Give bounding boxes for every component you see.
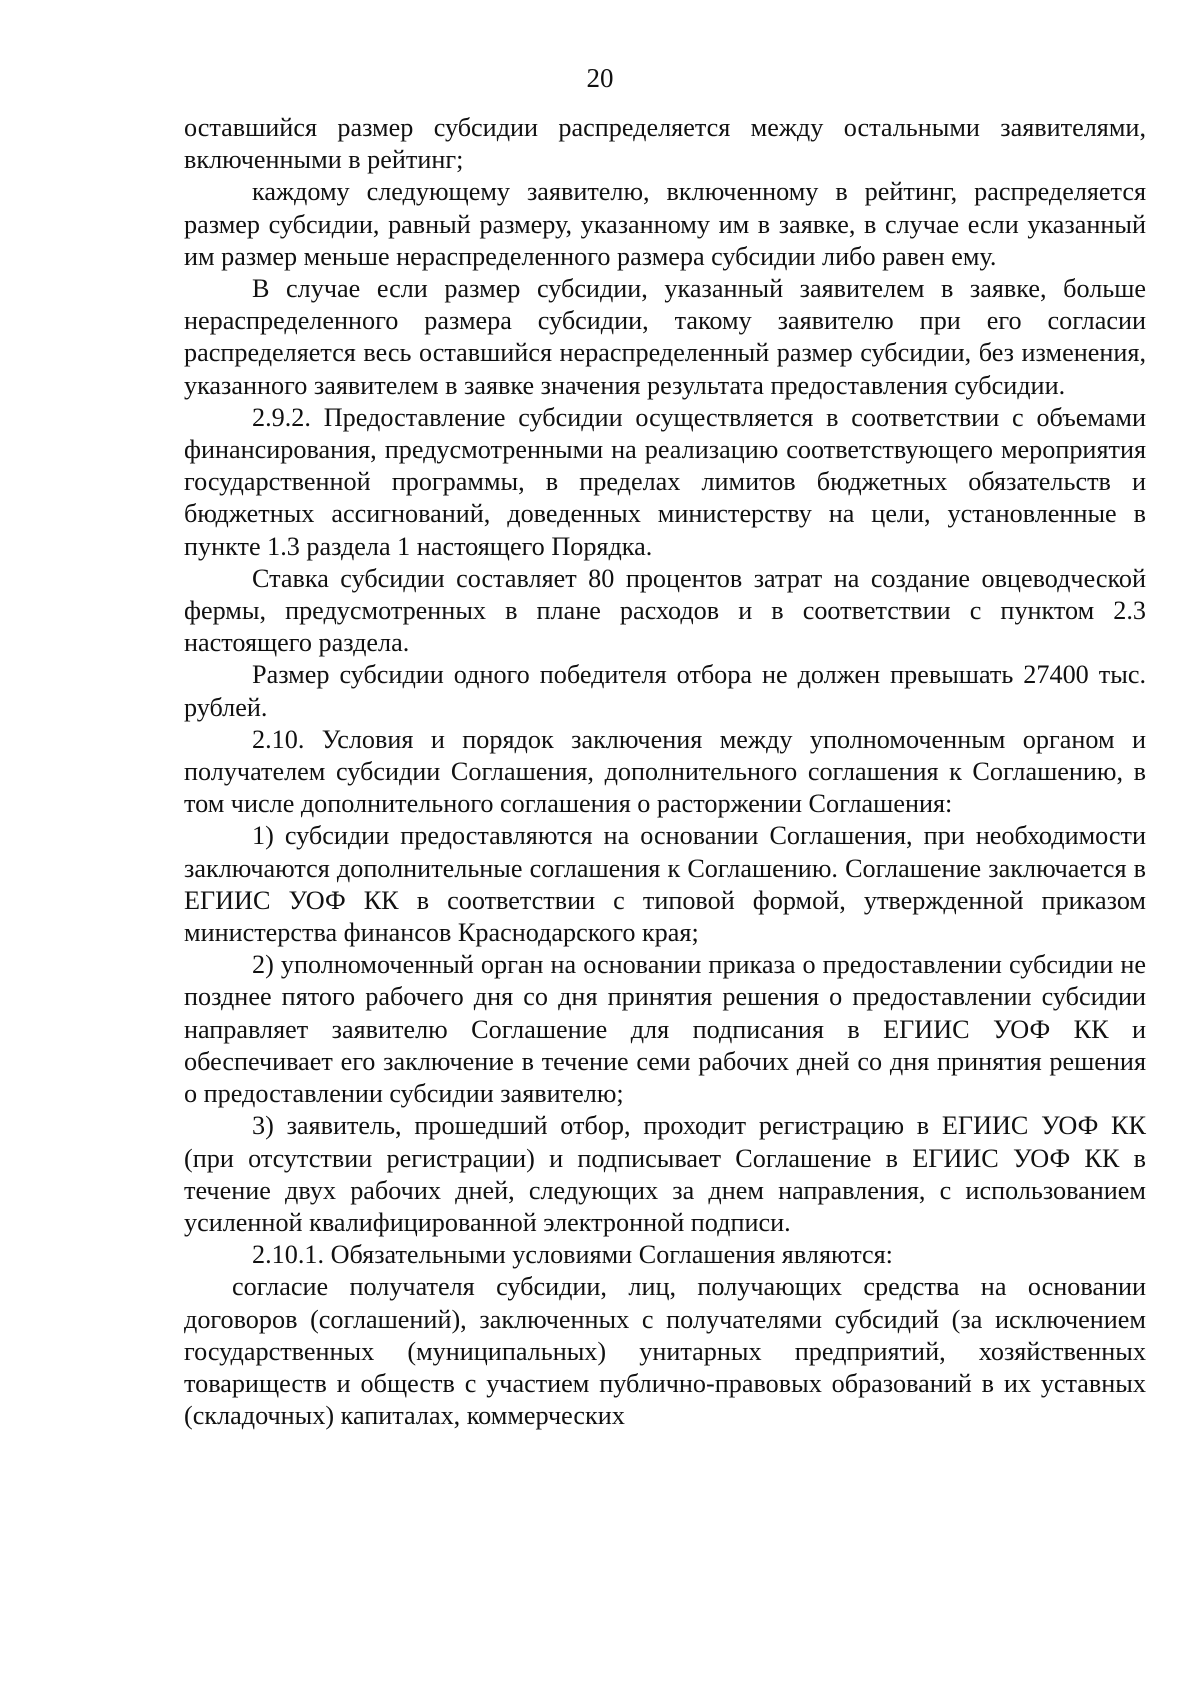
paragraph-subsidy-rate: Ставка субсидии составляет 80 процентов затрат на создание овцеводческой фермы, предусмотренных в плане расходов и в соответствии с пунктом 2.3 настоящего раздела.: [184, 563, 1146, 658]
paragraph-2-9-2: 2.9.2. Предоставление субсидии осуществляется в соответствии с объемами финансирования, предусмотренными на реализацию соответствующего мероприятия государственной программы, в пределах лимитов бюджетных обязательств и бюджетных ассигнований, доведенных министерству на цели, установленные в пункте 1.3 раздела 1 настоящего Порядка.: [184, 402, 1146, 561]
paragraph-consent: согласие получателя субсидии, лиц, получающих средства на основании договоров (соглашений), заключенных с получателями субсидий (за исключением государственных (муниципальных) унитарных предприятий, хозяйственных товариществ и обществ с участием публично-правовых образований в их уставных (складочных) капиталах, коммерческих: [184, 1272, 1146, 1431]
list-item-1: 1) субсидии предоставляются на основании Соглашения, при необходимости заключаются дополнительные соглашения к Соглашению. Соглашение заключается в ЕГИИС УОФ КК в соответствии с типовой формой, утвержденной приказом министерства финансов Краснодарского края;: [184, 821, 1146, 948]
paragraph-2-10: 2.10. Условия и порядок заключения между уполномоченным органом и получателем субсидии Соглашения, дополнительного соглашения к Соглашению, в том числе дополнительного соглашения о расторжении Соглашения:: [184, 724, 1146, 819]
paragraph-2-10-1: 2.10.1. Обязательными условиями Соглашения являются:: [252, 1240, 893, 1270]
paragraph: каждому следующему заявителю, включенному в рейтинг, распределяется размер субсидии, равный размеру, указанному им в заявке, в случае если указанный им размер меньше нераспределенного размера субсидии либо равен ему.: [184, 177, 1146, 271]
paragraph-continuation: оставшийся размер субсидии распределяется между остальными заявителями, включенными в рейтинг;: [184, 113, 1146, 175]
list-item-3: 3) заявитель, прошедший отбор, проходит регистрацию в ЕГИИС УОФ КК (при отсутствии регистрации) и подписывает Соглашение в ЕГИИС УОФ КК в течение двух рабочих дней, следующих за днем направления, с использованием усиленной квалифицированной электронной подписи.: [184, 1111, 1146, 1237]
paragraph-subsidy-limit: Размер субсидии одного победителя отбора не должен превышать 27400 тыс. рублей.: [184, 660, 1146, 722]
document-body: [184, 112, 1146, 1432]
list-item-2: 2) уполномоченный орган на основании приказа о предоставлении субсидии не позднее пятого рабочего дня со дня принятия решения о предоставлении субсидии направляет заявителю Соглашение для подписания в ЕГИИС УОФ КК и обеспечивает его заключение в течение семи рабочих дней со дня принятия решения о предоставлении субсидии заявителю;: [184, 950, 1146, 1109]
page-number: 20: [586, 63, 614, 93]
paragraph: В случае если размер субсидии, указанный заявителем в заявке, больше нераспределенного размера субсидии, такому заявителю при его согласии распределяется весь оставшийся нераспределенный размер субсидии, без изменения, указанного заявителем в заявке значения результата предоставления субсидии.: [184, 274, 1146, 400]
